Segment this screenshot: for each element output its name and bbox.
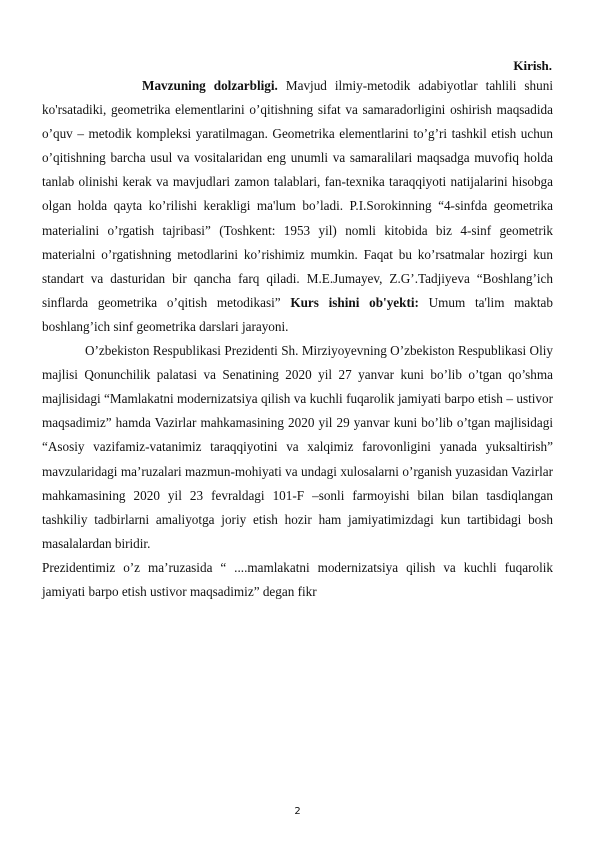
paragraph-president-speech: Prezidentimiz o’z ma’ruzasida “ ....mamlakatni modernizatsiya qilish va kuchli fuqarolik jamiyati barpo etish ustivor maqsadimiz” degan fikr bbox=[42, 559, 553, 599]
object-label: Kurs ishini ob'yekti: bbox=[290, 294, 419, 310]
paragraph-president-address: O’zbekiston Respublikasi Prezidenti Sh. Mirziyoyevning O’zbekiston Respublikasi Oliy majlisi Qonunchilik palatasi va Senatining 2020 yil 27 yanvar kuni bo’lib o’tgan qo’shma majlisidagi “Mamlakatni modernizatsiya qilish va kuchli fuqarolik jamiyati barpo etish – ustivor maqsadimiz” hamda Vazirlar mahkamasining 2020 yil 29 yanvar kuni bo’lib o’tgan majlisidagi “Asosiy vazifamiz-vatanimiz taraqqiyotini va xalqimiz farovonligini yanada yuksaltirish” mavzularidagi ma’ruzalari mazmun-mohiyati va undagi xulosalarni o’rganish yuzasidan Vazirlar mahkamasining 2020 yil 23 fevraldagi 101-F –sonli farmoyishi bilan bilan tasdiqlangan tashkiliy tadbirlarni amaliyotga joriy etish hozir ham jamiyatimizdagi kun tartibidagi bosh masalalardan biridir. bbox=[42, 343, 553, 551]
relevance-text: Mavjud ilmiy-metodik adabiyotlar tahlili shuni ko'rsatadiki, geometrika elementlarini o’qitishning sifat va samaradorligini oshirish maqsadida o’quv – metodik kompleksi yaratilmagan. Geometrika elementlarini to’g’ri tashkil etish uchun o’qitishning barcha usul va vositalaridan eng unumli va samaralilari maqsadga muvofiq holda tanlab olinishi kerak va mavjudlari zamon talablari, fan-texnika taraqqiyoti natijalarini hisobga olgan holda qayta ko’rilishi kerakligi ma'lum bo’ladi. P.I.Sorokinning “4-sinfda geometrika materialini o’rgatish tajribasi” (Toshkent: 1953 yil) nomli kitobida biz 4-sinf geometrik materialni o’rgatishning metodlarini ko’rishimiz mumkin. Faqat bu ko’rsatmalar hozirgi kun standart va dasturidan bir qancha farq qiladi. M.E.Jumayev, Z.G’.Tadjiyeva “Boshlang’ich sinflarda geometrika o’qitish metodikasi” bbox=[42, 78, 553, 310]
body-text bbox=[42, 74, 553, 604]
object-text: Umum ta'lim maktab boshlang’ich sinf geometrika darslari jarayoni. bbox=[42, 294, 553, 334]
relevance-label: Mavzuning dolzarbligi. bbox=[142, 78, 278, 93]
paragraph-relevance bbox=[42, 74, 553, 339]
section-heading: Kirish. bbox=[513, 58, 552, 73]
page-number: 2 bbox=[294, 806, 301, 817]
